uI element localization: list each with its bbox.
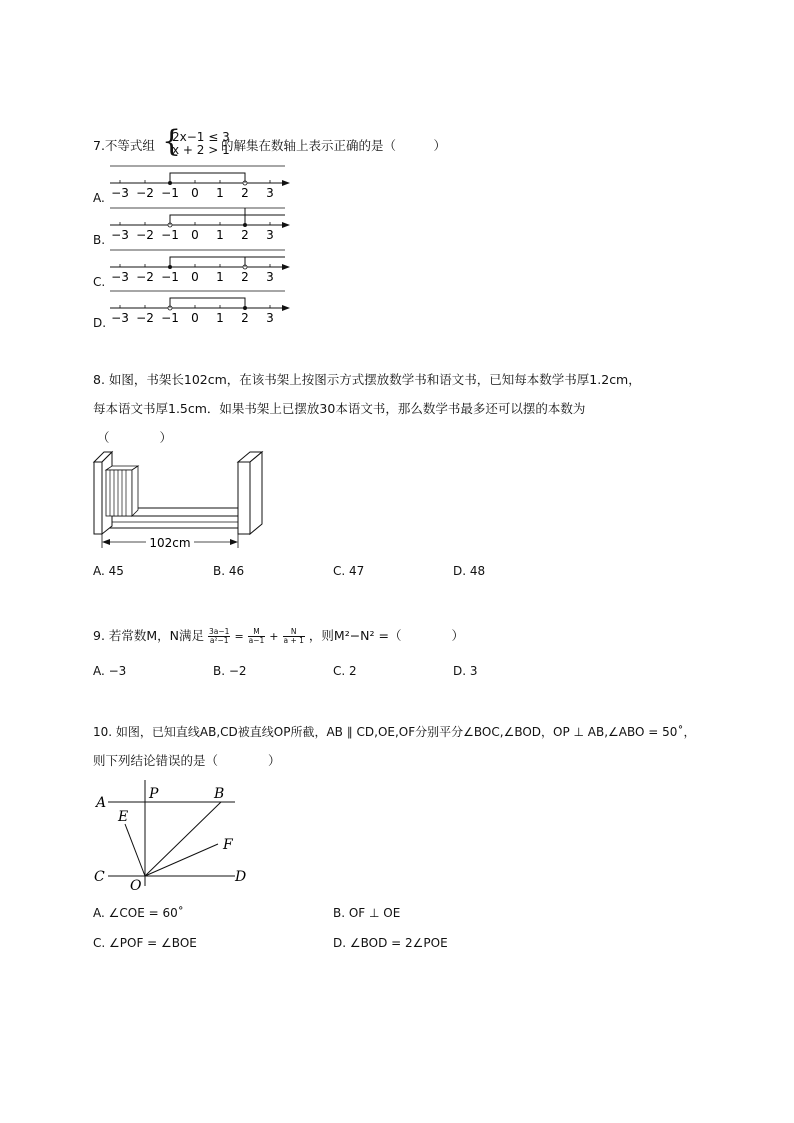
q7-option-d-label: D. [93,316,107,330]
fraction-2: $\frac{M}{a-1}$ [248,627,265,645]
q7-option-c-label: C. [93,275,106,289]
q8-line3: （ ） [97,430,173,445]
fraction-3: $\frac{N}{a + 1}$ [283,627,304,645]
q10-option-b: B. OF ⊥ OE [333,906,401,920]
tick-label: 3 [266,311,274,325]
label-e: E [118,809,129,825]
q10-line1: 10. 如图，已知直线AB,CD被直线OP所截，AB ∥ CD,OE,OF分别平分∠BOC,∠BOD，OP ⊥ AB,∠ABO = 50˚， [93,725,696,739]
q10-option-c: C. ∠POF = ∠BOE [93,936,197,950]
tick-label: 2 [241,311,249,325]
number-line-b [110,208,290,242]
label-f: F [223,837,233,853]
label-d: D [235,869,247,885]
tick-label: −3 [111,311,129,325]
tick-label: 0 [191,270,199,284]
q10-option-d: D. ∠BOD = 2∠POE [333,936,448,950]
tick-label: −2 [136,228,154,242]
tick-label: 3 [266,228,274,242]
tick-label: −3 [111,228,129,242]
q8-option-a: A. 45 [93,564,124,578]
inequality-1: 2x−1 ≤ 3 [172,130,230,144]
tick-label: 2 [241,186,249,200]
tick-label: 3 [266,186,274,200]
ray-oe [125,824,145,876]
tick-label: 2 [241,228,249,242]
q10-option-a: A. ∠COE = 60˚ [93,906,184,920]
tick-label: −1 [161,186,179,200]
label-b: B [214,786,225,802]
inequality-2: x + 2 > 1 [172,143,230,157]
q7-suffix: 的解集在数轴上表示正确的是（ ） [221,138,447,153]
q7-option-a-label: A. [93,191,105,205]
tick-label: −2 [136,270,154,284]
tick-label: −1 [161,311,179,325]
tick-label: −1 [161,270,179,284]
label-o: O [130,878,142,894]
books [106,466,138,516]
fraction-1: $\frac{3a-1}{\text{a²−1}}$ [209,627,230,645]
tick-label: 2 [241,270,249,284]
tick-label: 1 [216,270,224,284]
bookshelf-figure [90,448,280,558]
tick-label: 1 [216,186,224,200]
q8-line2: 每本语文书厚1.5cm．如果书架上已摆放30本语文书，那么数学书最多还可以摆的本数为 [93,401,586,416]
tick-label: 1 [216,311,224,325]
system-brace: { [162,124,182,159]
q7-option-b-label: B. [93,233,106,247]
tick-label: 0 [191,186,199,200]
tick-label: 0 [191,228,199,242]
q10-line2: 则下列结论错误的是（ ） [93,753,281,768]
geometry-figure [90,776,260,896]
q8-line1: 8. 如图，书架长102cm，在该书架上按图示方式摆放数学书和语文书，已知每本数学书厚1.2cm， [93,372,641,387]
tick-label: 1 [216,228,224,242]
tick-label: −3 [111,270,129,284]
tick-label: −3 [111,186,129,200]
q8-option-c: C. 47 [333,564,365,578]
tick-label: 0 [191,311,199,325]
number-line-d [110,291,290,325]
q9-option-c: C. 2 [333,664,357,678]
q8-option-b: B. 46 [213,564,245,578]
q9-stem: 9. 若常数M，N满足 $\frac{3a-1}{\text{a²−1}}$ = $\frac{M}{a-1}$ + $\frac{N}{a + 1}$ ，则M²−N² =（ ） [93,627,464,645]
label-c: C [94,869,105,885]
q9-option-a: A. −3 [93,664,127,678]
tick-label: 3 [266,270,274,284]
q9-option-d: D. 3 [453,664,478,678]
q9-option-b: B. −2 [213,664,247,678]
tick-label: −2 [136,186,154,200]
label-p: P [149,786,159,802]
number-line-a [110,166,290,200]
label-a: A [96,795,107,811]
q8-option-d: D. 48 [453,564,486,578]
number-lines-figure [100,160,300,330]
q9-suffix: ，则M²−N² =（ ） [308,628,464,643]
q9-prefix: 9. 若常数M，N满足 [93,628,205,643]
tick-label: −2 [136,311,154,325]
q7-prefix: 7.不等式组 [93,138,155,153]
ray-of [145,844,218,876]
tick-label: −1 [161,228,179,242]
segment-ob [145,802,221,876]
shelf-length-label: 102cm [149,536,191,550]
number-line-c [110,250,290,284]
